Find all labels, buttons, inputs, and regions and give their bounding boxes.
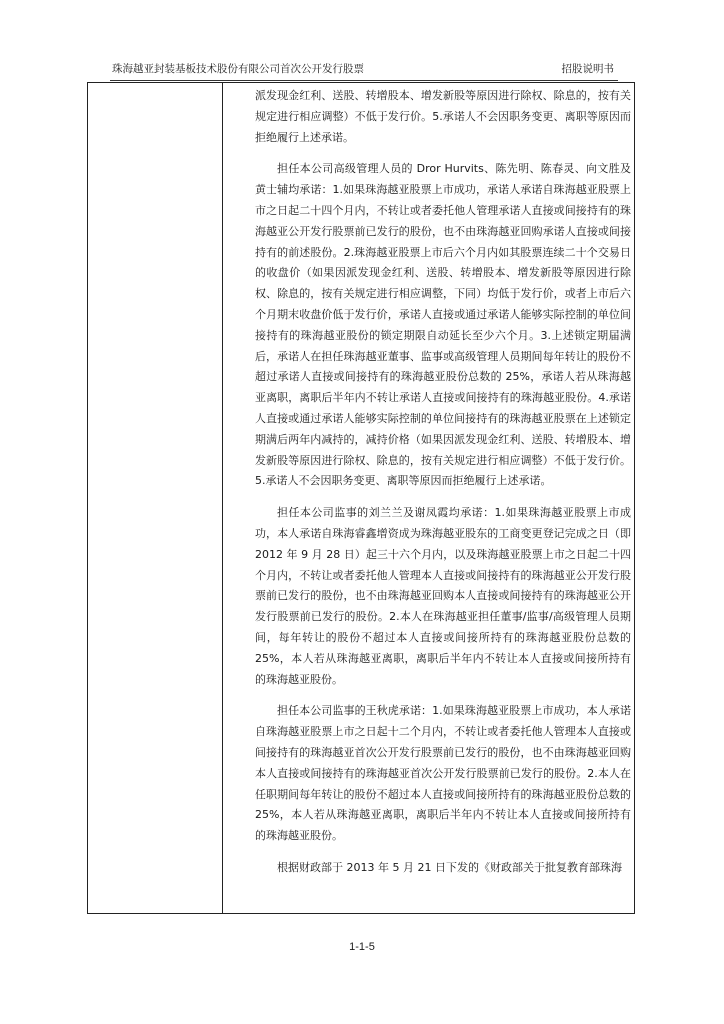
paragraph-supervisors-commitment: 担任本公司监事的刘兰兰及谢凤霞均承诺：1.如果珠海越亚股票上市成功，本人承诺自珠海睿鑫增资成为珠海越亚股东的工商变更登记完成之日（即 2012 年 9 月 28 日）起三十六个月内，以及珠海越亚股票上市之日起二十四个月内，不转让或者委托他人管理本人直接或间接持有的珠海越亚公开发行股票前已发行的股份，也不由珠海越亚回购本人直接或间接持有的珠海越亚公开发行股票前已发行的股份。2.本人在珠海越亚担任董事/监事/高级管理人员期间，每年转让的股份不超过本人直接或间接所持有的珠海越亚股份总数的 25%，本人若从珠海越亚离职，离职后半年内不转让本人直接或间接所持有的珠海越亚股份。 [255, 506, 631, 686]
paragraph-supervisor-wang-commitment: 担任本公司监事的王秋虎承诺：1.如果珠海越亚股票上市成功，本人承诺自珠海越亚股票上市之日起十二个月内，不转让或者委托他人管理本人直接或间接持有的珠海越亚首次公开发行股票前已发行的股份，也不由珠海越亚回购本人直接或间接持有的珠海越亚首次公开发行股票前已发行的股份。2.本人在任职期间每年转让的股份不超过本人直接或间接所持有的珠海越亚股份总数的 25%，本人若从珠海越亚离职，离职后半年内不转让本人直接或间接所持有的珠海越亚股份。 [255, 704, 631, 843]
page-header [110, 62, 618, 81]
table-column-divider [222, 82, 223, 914]
paragraph-continuation: 派发现金红利、送股、转增股本、增发新股等原因进行除权、除息的，按有关规定进行相应调整）不低于发行价。5.承诺人不会因职务变更、离职等原因而拒绝履行上述承诺。 [255, 89, 631, 144]
table-content-cell [255, 86, 631, 879]
paragraph-senior-management-commitment: 担任本公司高级管理人员的 Dror Hurvits、陈先明、陈春灵、向文胜及黄士辅均承诺：1.如果珠海越亚股票上市成功，承诺人承诺自珠海越亚股票上市之日起二十四个月内，不转让或者委托他人管理承诺人直接或间接持有的珠海越亚公开发行股票前已发行的股份，也不由珠海越亚回购承诺人直接或间接持有的前述股份。2.珠海越亚股票上市后六个月内如其股票连续二十个交易日的收盘价（如果因派发现金红利、送股、转增股本、增发新股等原因进行除权、除息的，按有关规定进行相应调整，下同）均低于发行价，或者上市后六个月期末收盘价低于发行价，承诺人直接或通过承诺人能够实际控制的单位间接持有的珠海越亚股份的锁定期限自动延长至少六个月。3.上述锁定期届满后，承诺人在担任珠海越亚董事、监事或高级管理人员期间每年转让的股份不超过承诺人直接或间接持有的珠海越亚股份总数的 25%，承诺人若从珠海越亚离职，离职后半年内不转让承诺人直接或间接持有的珠海越亚股份。4.承诺人直接或通过承诺人能够实际控制的单位间接持有的珠海越亚股票在上述锁定期满后两年内减持的，减持价格（如果因派发现金红利、送股、转增股本、增发新股等原因进行除权、除息的，按有关规定进行相应调整）不低于发行价。5.承诺人不会因职务变更、离职等原因而拒绝履行上述承诺。 [255, 162, 631, 488]
header-title: 珠海越亚封装基板技术股份有限公司首次公开发行股票 [112, 63, 364, 75]
header-doc-type: 招股说明书 [561, 63, 614, 75]
paragraph-ministry-of-finance: 根据财政部于 2013 年 5 月 21 日下发的《财政部关于批复教育部珠海 [277, 860, 622, 874]
page-number: 1-1-5 [349, 941, 375, 953]
